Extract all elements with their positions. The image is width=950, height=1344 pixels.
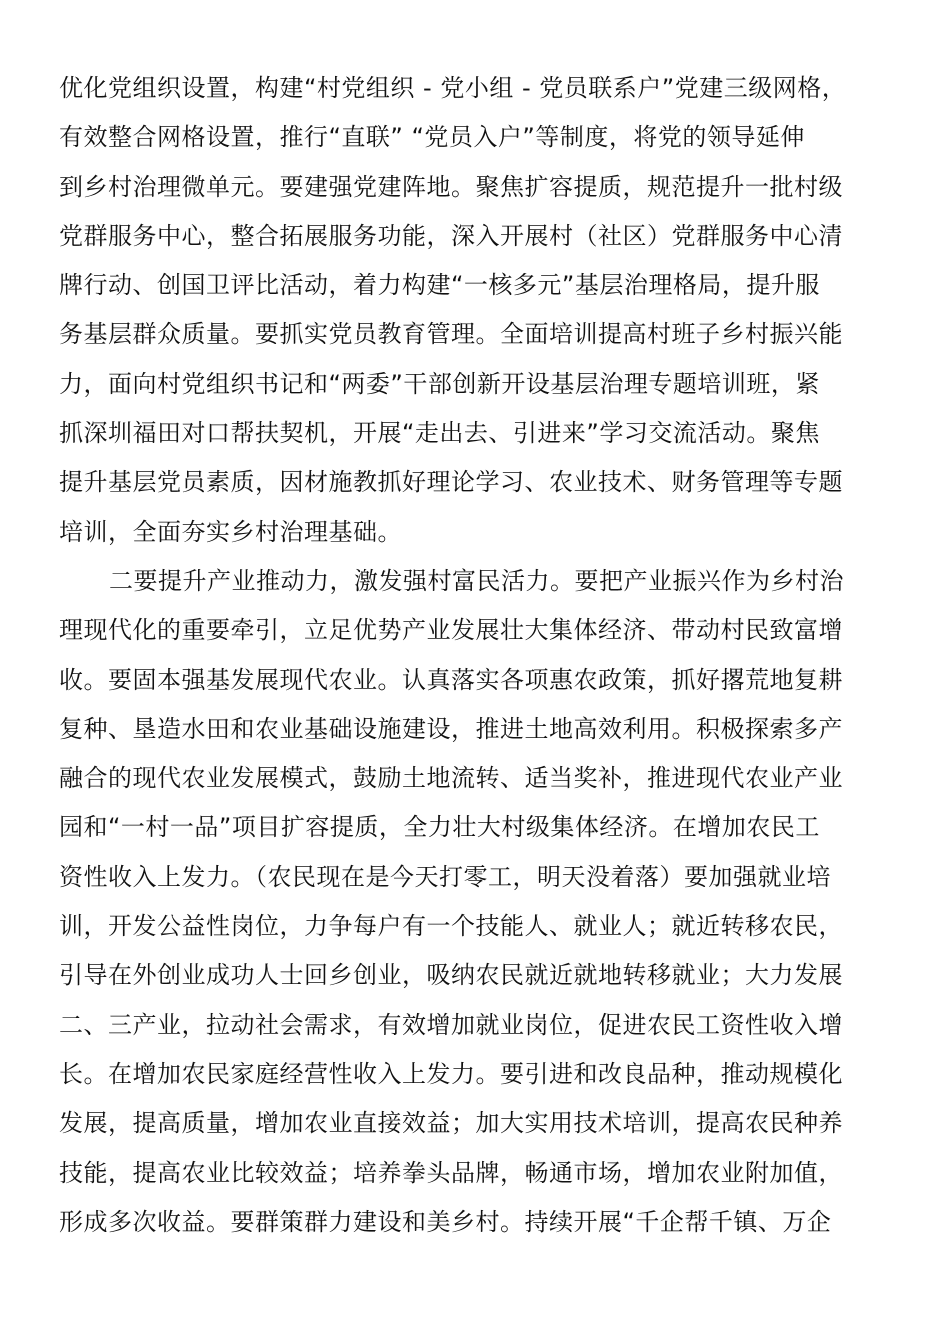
text-line: 技能，提高农业比较效益；培养拳头品牌，畅通市场，增加农业附加值， bbox=[59, 1158, 843, 1187]
text-line: 引导在外创业成功人士回乡创业，吸纳农民就近就地转移就业；大力发展 bbox=[59, 961, 843, 990]
document-body bbox=[59, 64, 899, 1247]
text-line: 培训，全面夯实乡村治理基础。 bbox=[59, 517, 402, 546]
text-line: 理现代化的重要牵引，立足优势产业发展壮大集体经济、带动村民致富增 bbox=[59, 616, 843, 645]
text-line: 训，开发公益性岗位，力争每户有一个技能人、就业人；就近转移农民， bbox=[59, 912, 843, 941]
text-line: 发展，提高质量，增加农业直接效益；加大实用技术培训，提高农民种养 bbox=[59, 1109, 843, 1138]
text-line: 党群服务中心，整合拓展服务功能，深入开展村（社区）党群服务中心清 bbox=[59, 221, 843, 250]
paragraph-1 bbox=[59, 64, 899, 557]
text-line: 牌行动、创国卫评比活动，着力构建“一核多元”基层治理格局，提升服 bbox=[59, 271, 820, 300]
text-line: 力，面向村党组织书记和“两委”干部创新开设基层治理专题培训班，紧 bbox=[59, 369, 820, 398]
text-line: 资性收入上发力。（农民现在是今天打零工，明天没着落）要加强就业培 bbox=[59, 862, 831, 891]
text-line: 二、三产业，拉动社会需求，有效增加就业岗位，促进农民工资性收入增 bbox=[59, 1010, 843, 1039]
text-line: 抓深圳福田对口帮扶契机，开展“走出去、引进来”学习交流活动。聚焦 bbox=[59, 419, 820, 448]
text-line: 复种、垦造水田和农业基础设施建设，推进土地高效利用。积极探索多产 bbox=[59, 714, 843, 743]
text-line: 融合的现代农业发展模式，鼓励土地流转、适当奖补，推进现代农业产业 bbox=[59, 764, 843, 793]
text-line: 二要提升产业推动力，激发强村富民活力。要把产业振兴作为乡村治 bbox=[109, 566, 844, 595]
text-line: 到乡村治理微单元。要建强党建阵地。聚焦扩容提质，规范提升一批村级 bbox=[59, 172, 843, 201]
paragraph-2 bbox=[59, 557, 899, 1247]
text-line: 优化党组织设置，构建“村党组织 - 党小组 - 党员联系户”党建三级网格， bbox=[59, 74, 847, 102]
text-line: 形成多次收益。要群策群力建设和美乡村。持续开展“千企帮千镇、万企 bbox=[59, 1207, 832, 1236]
text-line: 长。在增加农民家庭经营性收入上发力。要引进和改良品种，推动规模化 bbox=[59, 1059, 843, 1088]
text-line: 园和“一村一品”项目扩容提质，全力壮大村级集体经济。在增加农民工 bbox=[59, 813, 820, 842]
text-line: 提升基层党员素质，因材施教抓好理论学习、农业技术、财务管理等专题 bbox=[59, 468, 843, 497]
text-line: 务基层群众质量。要抓实党员教育管理。全面培训提高村班子乡村振兴能 bbox=[59, 320, 843, 349]
text-line: 收。要固本强基发展现代农业。认真落实各项惠农政策，抓好撂荒地复耕 bbox=[59, 665, 843, 694]
text-line: 有效整合网格设置，推行“直联” “党员入户”等制度，将党的领导延伸 bbox=[59, 123, 805, 152]
